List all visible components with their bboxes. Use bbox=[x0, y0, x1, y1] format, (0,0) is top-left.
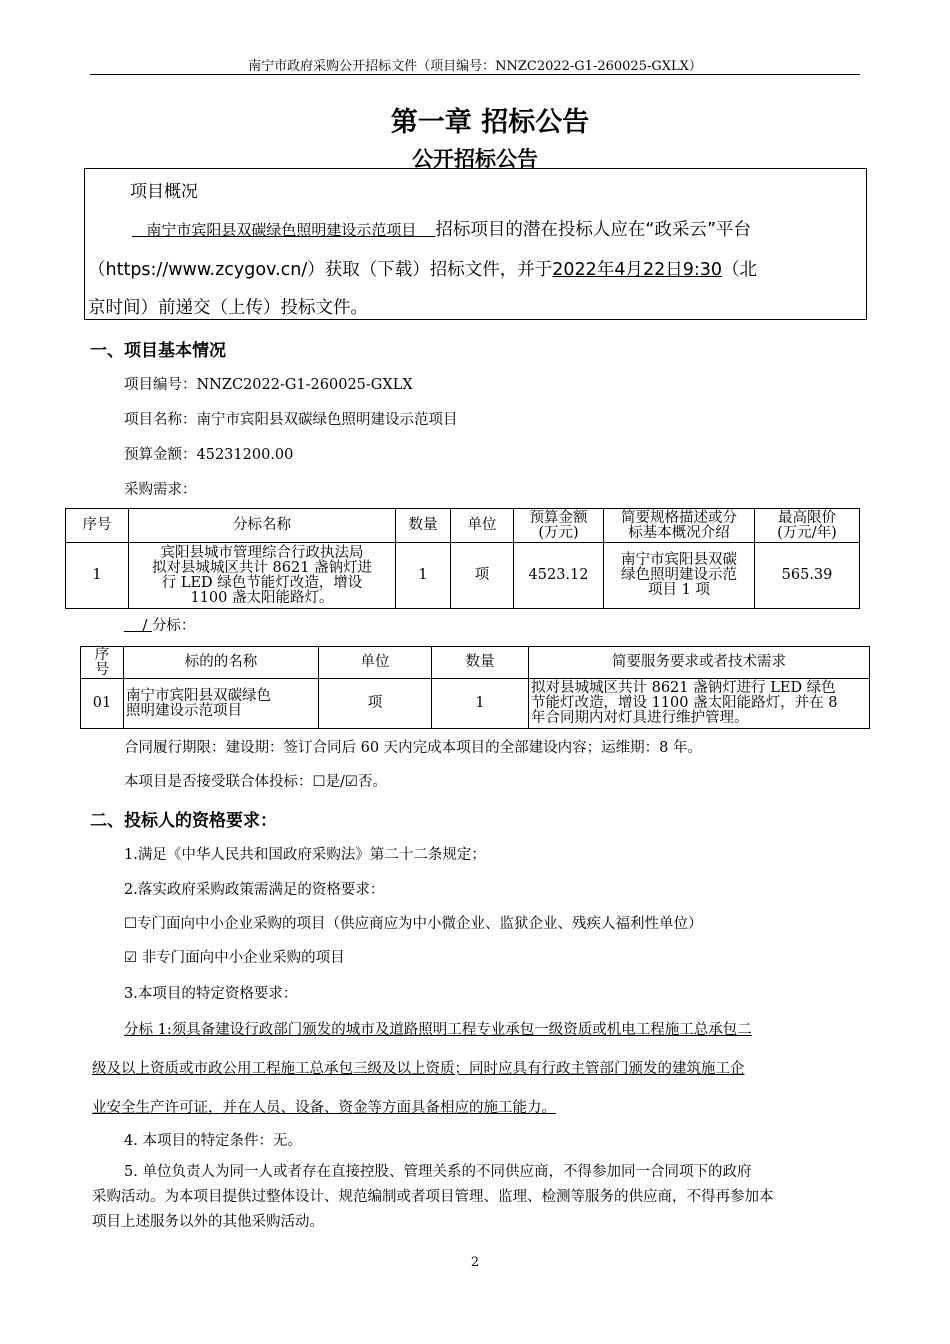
overview-line-3: 京时间）前递交（上传）投标文件。 bbox=[88, 298, 368, 318]
overview-line-1 bbox=[132, 216, 751, 241]
overview-title: 项目概况 bbox=[130, 182, 198, 202]
cell-limit: 565.39 bbox=[755, 543, 860, 609]
notice-title: 公开招标公告 bbox=[412, 146, 538, 171]
cell2-unit: 项 bbox=[319, 679, 432, 729]
lot-table bbox=[65, 508, 860, 609]
qual-item-2: 2.落实政府采购政策需满足的资格要求： bbox=[124, 882, 385, 898]
lot-label: / 分标： bbox=[142, 618, 196, 634]
qual-option-a: ☐专门面向中小企业采购的项目（供应商应为中小微企业、监狱企业、残疾人福利性单位） bbox=[124, 916, 703, 932]
item-table-header bbox=[81, 647, 870, 679]
overview-deadline: 2022年4月22日9:30 bbox=[552, 260, 723, 280]
qual-option-b: ☑ 非专门面向中小企业采购的项目 bbox=[124, 950, 345, 966]
checkbox-checked-icon: ☑ bbox=[124, 950, 137, 966]
overview-line2-start: （https://www.zcygov.cn/）获取（下载）招标文件，并于 bbox=[88, 260, 553, 280]
checkbox-icon: ☐ bbox=[124, 916, 137, 932]
cell2-qty: 1 bbox=[432, 679, 529, 729]
cell-budget: 4523.12 bbox=[514, 543, 604, 609]
project-name: 项目名称：南宁市宾阳县双碳绿色照明建设示范项目 bbox=[124, 412, 458, 428]
qual-item-4: 4. 本项目的特定条件：无。 bbox=[124, 1133, 302, 1149]
demand-label: 采购需求： bbox=[124, 482, 197, 498]
overview-project-name: 南宁市宾阳县双碳绿色照明建设示范项目 bbox=[146, 221, 417, 239]
contract-period: 合同履行期限：建设期：签订合同后 60 天内完成本项目的全部建设内容；运维期：8 年。 bbox=[124, 740, 703, 756]
checkbox-icon: ☐ bbox=[312, 774, 326, 790]
th-desc: 简要规格描述或分 标基本概况介绍 bbox=[604, 509, 755, 543]
overview-line1-rest: 招标项目的潜在投标人应在“政采云”平台 bbox=[435, 220, 752, 240]
header-rule bbox=[90, 74, 860, 75]
qual-req-line-2: 级及以上资质或市政公用工程施工总承包三级及以上资质；同时应具有行政主管部门颁发的建筑施工企 bbox=[92, 1061, 745, 1077]
th2-qty: 数量 bbox=[432, 647, 529, 679]
th-qty: 数量 bbox=[396, 509, 451, 543]
cell-unit: 项 bbox=[451, 543, 514, 609]
consortium-line: 本项目是否接受联合体投标：☐是/☑否。 bbox=[124, 774, 387, 790]
cell-lot-name: 宾阳县城市管理综合行政执法局 拟对县城城区共计 8621 盏钠灯进 行 LED 绿色节能灯改造，增设 1100 盏太阳能路灯。 bbox=[129, 543, 396, 609]
page-header: 南宁市政府采购公开招标文件（项目编号：NNZC2022-G1-260025-GXLX） bbox=[248, 59, 702, 74]
qual-req-line-3: 业安全生产许可证，并在人员、设备、资金等方面具备相应的施工能力。 bbox=[92, 1100, 556, 1116]
overview-line-2 bbox=[88, 256, 757, 281]
qual-item-1: 1.满足《中华人民共和国政府采购法》第二十二条规定； bbox=[124, 847, 486, 863]
th-lot-name: 分标名称 bbox=[129, 509, 396, 543]
cell2-req: 拟对县城城区共计 8621 盏钠灯进行 LED 绿色 节能灯改造，增设 1100 盏太阳能路灯，并在 8 年合同期内对灯具进行维护管理。 bbox=[529, 679, 870, 729]
cell2-no: 01 bbox=[81, 679, 124, 729]
th-budget: 预算金额 (万元) bbox=[514, 509, 604, 543]
qual-item-3: 3.本项目的特定资格要求： bbox=[124, 986, 298, 1002]
checkbox-checked-icon: ☑ bbox=[344, 774, 358, 790]
table-row bbox=[66, 543, 860, 609]
cell-qty: 1 bbox=[396, 543, 451, 609]
cell2-name: 南宁市宾阳县双碳绿色 照明建设示范项目 bbox=[124, 679, 319, 729]
section1-title: 一、项目基本情况 bbox=[90, 341, 226, 361]
th2-no: 序 号 bbox=[81, 647, 124, 679]
section2-title: 二、投标人的资格要求： bbox=[90, 811, 277, 831]
item-table bbox=[80, 646, 870, 729]
budget-amount: 预算金额：45231200.00 bbox=[124, 447, 294, 463]
project-number: 项目编号：NNZC2022-G1-260025-GXLX bbox=[124, 377, 413, 393]
th-limit: 最高限价 (万元/年) bbox=[755, 509, 860, 543]
th-unit: 单位 bbox=[451, 509, 514, 543]
cell-desc: 南宁市宾阳县双碳 绿色照明建设示范 项目 1 项 bbox=[604, 543, 755, 609]
page-number: 2 bbox=[470, 1255, 480, 1270]
qual-item-5-line-3: 项目上述服务以外的其他采购活动。 bbox=[92, 1214, 324, 1230]
qual-item-5-line-1: 5. 单位负责人为同一人或者存在直接控股、管理关系的不同供应商，不得参加同一合同项下的政府 bbox=[124, 1164, 752, 1180]
th-no: 序号 bbox=[66, 509, 129, 543]
qual-req-line-1: 分标 1:须具备建设行政部门颁发的城市及道路照明工程专业承包一级资质或机电工程施工总承包二 bbox=[124, 1022, 752, 1038]
th2-name: 标的的名称 bbox=[124, 647, 319, 679]
table-row bbox=[81, 679, 870, 729]
overview-line2-end: （北 bbox=[722, 260, 758, 280]
th2-unit: 单位 bbox=[319, 647, 432, 679]
qual-item-5-line-2: 采购活动。为本项目提供过整体设计、规范编制或者项目管理、监理、检测等服务的供应商，不得再参加本 bbox=[92, 1189, 774, 1205]
th2-req: 简要服务要求或者技术需求 bbox=[529, 647, 870, 679]
chapter-title: 第一章 招标公告 bbox=[390, 107, 590, 138]
cell-no: 1 bbox=[66, 543, 129, 609]
lot-table-header bbox=[66, 509, 860, 543]
